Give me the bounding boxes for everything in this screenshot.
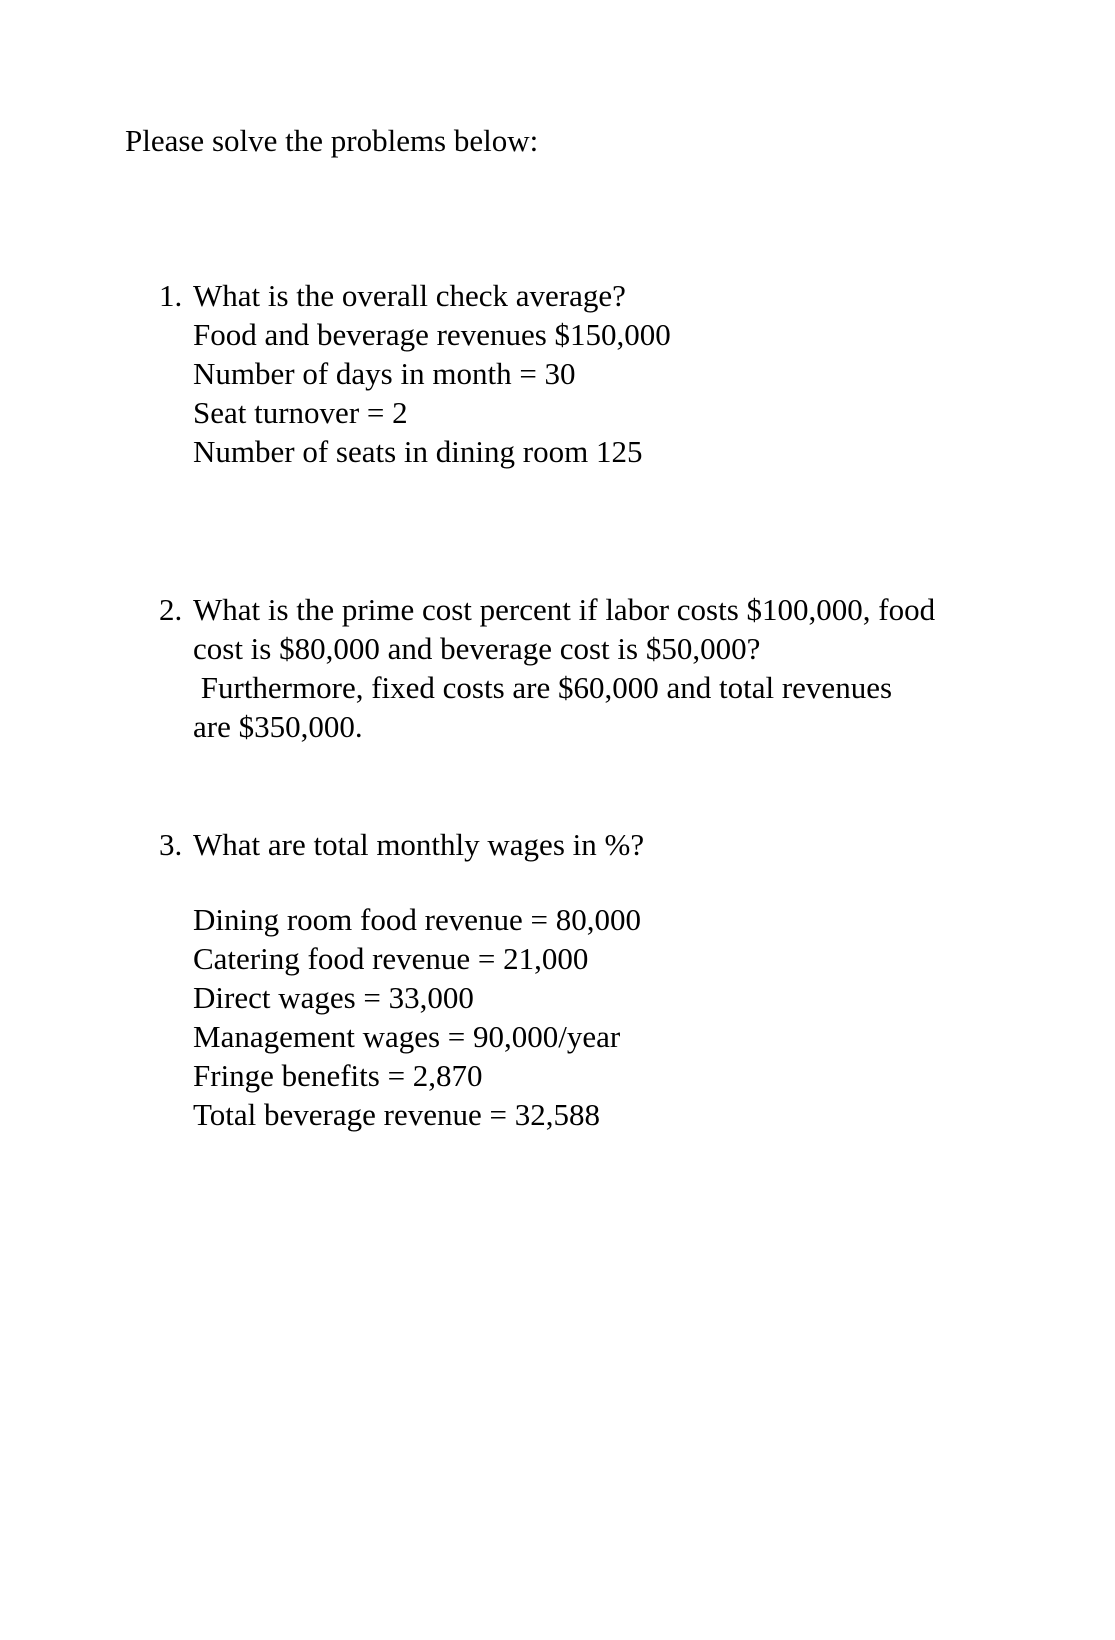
problem-1-number: 1. <box>159 278 183 313</box>
problem-3-detail-3: Direct wages = 33,000 <box>193 980 474 1015</box>
problem-2-number: 2. <box>159 592 183 627</box>
problem-1-question: What is the overall check average? <box>193 278 626 313</box>
problem-2-detail-3: are $350,000. <box>193 709 363 744</box>
problem-3-question: What are total monthly wages in %? <box>193 827 645 862</box>
problem-3-detail-1: Dining room food revenue = 80,000 <box>193 902 641 937</box>
problem-3-detail-6: Total beverage revenue = 32,588 <box>193 1097 600 1132</box>
problem-3-detail-2: Catering food revenue = 21,000 <box>193 941 589 976</box>
problem-2-question: What is the prime cost percent if labor costs $100,000, food <box>193 592 936 627</box>
problem-2-detail-1: cost is $80,000 and beverage cost is $50,000? <box>193 631 761 666</box>
problem-2-detail-2: Furthermore, fixed costs are $60,000 and total revenues <box>193 670 893 705</box>
problem-1-detail-1: Food and beverage revenues $150,000 <box>193 317 671 352</box>
problem-3-detail-5: Fringe benefits = 2,870 <box>193 1058 483 1093</box>
intro-text: Please solve the problems below: <box>125 123 539 158</box>
problem-3-detail-4: Management wages = 90,000/year <box>193 1019 621 1054</box>
problem-1-detail-3: Seat turnover = 2 <box>193 395 408 430</box>
problem-1-detail-4: Number of seats in dining room 125 <box>193 434 643 469</box>
problem-1-detail-2: Number of days in month = 30 <box>193 356 576 391</box>
problem-3-number: 3. <box>159 827 183 862</box>
